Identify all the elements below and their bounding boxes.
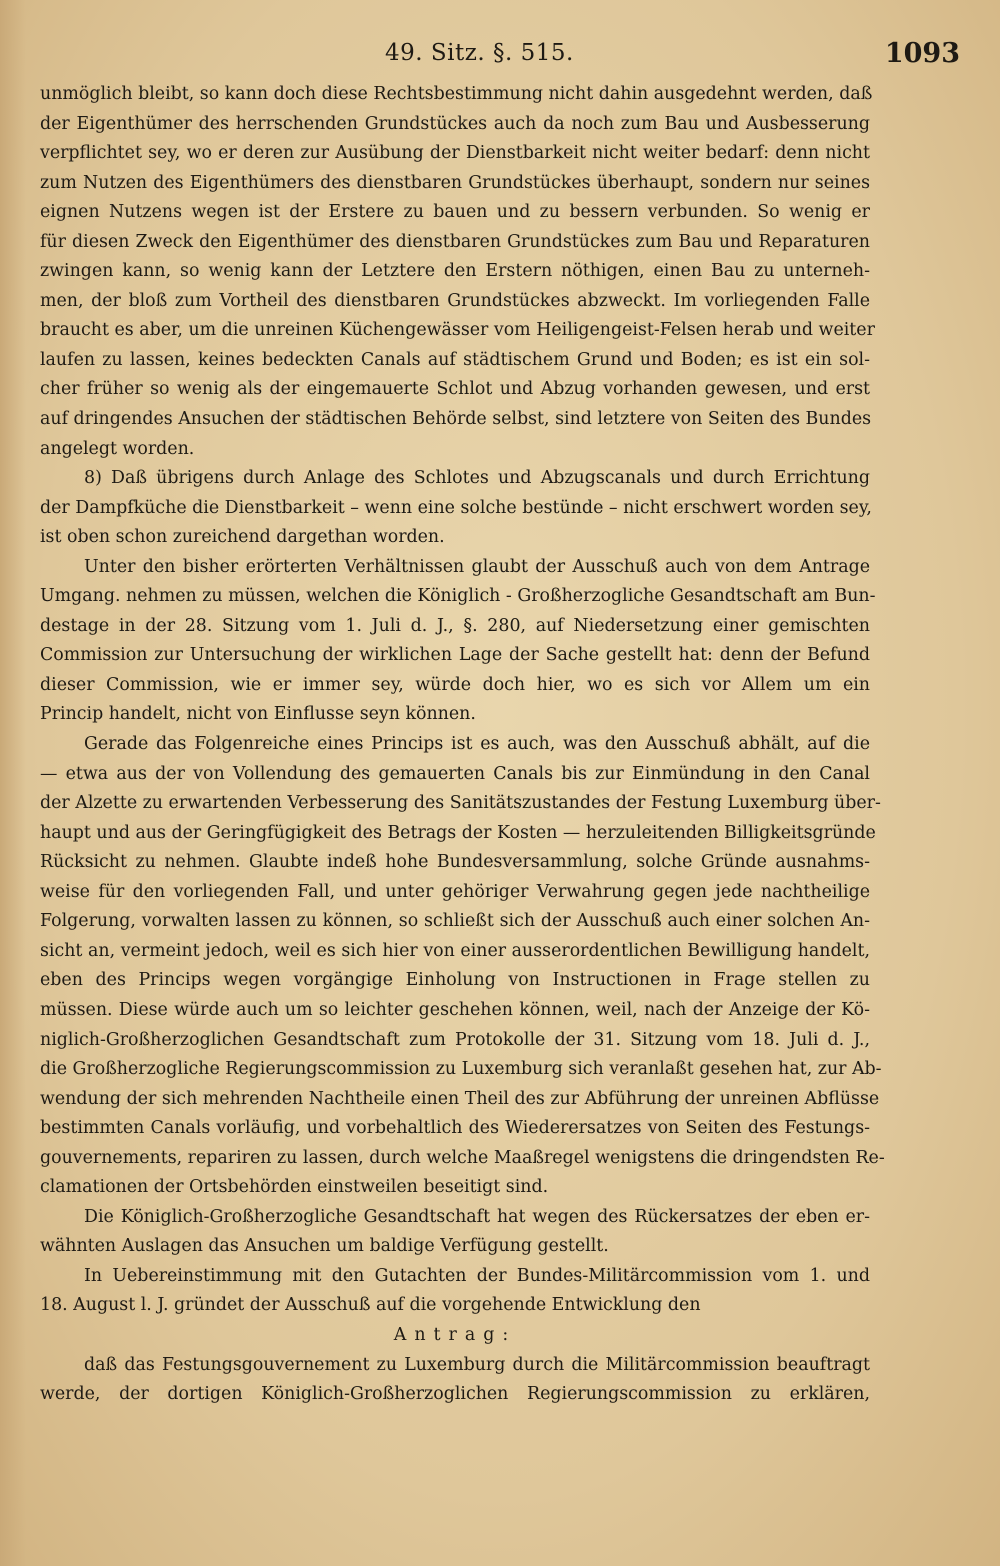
text-line: laufen zu lassen, keines bedeckten Canals auf städtischem Grund und Boden; es ist ein sol- xyxy=(40,349,870,370)
text-line: für diesen Zweck den Eigenthümer des dienstbaren Grundstückes zum Bau und Reparaturen xyxy=(40,231,870,252)
text-line: gouvernements, repariren zu lassen, durch welche Maaßregel wenigstens die dringendsten Re- xyxy=(40,1147,885,1168)
body-text xyxy=(40,80,885,1410)
text-line: men, der bloß zum Vortheil des dienstbaren Grundstückes abzweckt. Im vorliegenden Falle xyxy=(40,290,870,311)
text-line: In Uebereinstimmung mit den Gutachten der Bundes-Militärcommission vom 1. und xyxy=(84,1265,870,1286)
text-line: Umgang. nehmen zu müssen, welchen die Königlich - Großherzogliche Gesandtschaft am Bun- xyxy=(40,586,876,607)
text-line: dieser Commission, wie er immer sey, würde doch hier, wo es sich vor Allem um ein xyxy=(40,674,870,695)
text-line: verpflichtet sey, wo er deren zur Ausübung der Dienstbarkeit nicht weiter bedarf: denn nicht xyxy=(40,143,870,164)
text-line: 8) Daß übrigens durch Anlage des Schlotes und Abzugscanals und durch Errichtung xyxy=(84,468,870,489)
text-line: ist oben schon zureichend dargethan worden. xyxy=(40,527,445,548)
text-line: cher früher so wenig als der eingemauerte Schlot und Abzug vorhanden gewesen, und erst xyxy=(40,379,870,400)
text-line: weise für den vorliegenden Fall, und unter gehöriger Verwahrung gegen jede nachtheilige xyxy=(40,881,870,902)
text-line: angelegt worden. xyxy=(40,438,195,459)
text-line: auf dringendes Ansuchen der städtischen Behörde selbst, sind letztere von Seiten des Bundes xyxy=(40,409,872,430)
text-line: zwingen kann, so wenig kann der Letztere den Erstern nöthigen, einen Bau zu unterneh- xyxy=(40,261,870,282)
text-line: wähnten Auslagen das Ansuchen um baldige Verfügung gestellt. xyxy=(40,1236,609,1257)
text-line: 18. August l. J. gründet der Ausschuß auf die vorgehende Entwicklung den xyxy=(40,1295,701,1316)
text-line: zum Nutzen des Eigenthümers des dienstbaren Grundstückes überhaupt, sondern nur seines xyxy=(40,172,870,193)
text-line: Commission zur Untersuchung der wirklichen Lage der Sache gestellt hat: denn der Befund xyxy=(40,645,870,666)
text-line: Unter den bisher erörterten Verhältnissen glaubt der Ausschuß auch von dem Antrage xyxy=(84,556,870,577)
text-line: Princip handelt, nicht von Einflusse seyn können. xyxy=(40,704,476,725)
text-line: die Großherzogliche Regierungscommission zu Luxemburg sich veranlaßt gesehen hat, zur Ab- xyxy=(40,1059,882,1080)
text-line: werde, der dortigen Königlich-Großherzoglichen Regierungscommission zu erklären, xyxy=(40,1384,870,1405)
text-line: eben des Princips wegen vorgängige Einholung von Instructionen in Frage stellen zu xyxy=(40,970,870,991)
text-line: destage in der 28. Sitzung vom 1. Juli d. J., §. 280, auf Niedersetzung einer gemischten xyxy=(40,615,870,636)
text-line: der Eigenthümer des herrschenden Grundstückes auch da noch zum Bau und Ausbesserung xyxy=(40,113,870,134)
text-line: Rücksicht zu nehmen. Glaubte indeß hohe Bundesversammlung, solche Gründe ausnahms- xyxy=(40,852,870,873)
text-line: niglich-Großherzoglichen Gesandtschaft zum Protokolle der 31. Sitzung vom 18. Juli d. J., xyxy=(40,1029,870,1050)
text-line: Gerade das Folgenreiche eines Princips ist es auch, was den Ausschuß abhält, auf die xyxy=(84,734,870,755)
text-line: sicht an, vermeint jedoch, weil es sich hier von einer ausserordentlichen Bewilligung handelt, xyxy=(40,940,870,961)
text-line: braucht es aber, um die unreinen Küchengewässer vom Heiligengeist-Felsen herab und weiter xyxy=(40,320,875,341)
page-header xyxy=(40,38,960,78)
running-head: 49. Sitz. §. 515. xyxy=(385,40,574,66)
text-line: haupt und aus der Geringfügigkeit des Betrags der Kosten — herzuleitenden Billigkeitsgründe xyxy=(40,822,876,843)
text-line: müssen. Diese würde auch um so leichter geschehen können, weil, nach der Anzeige der Kö- xyxy=(40,999,870,1020)
text-line: Die Königlich-Großherzogliche Gesandtschaft hat wegen des Rückersatzes der eben er- xyxy=(84,1206,870,1227)
text-line: Folgerung, vorwalten lassen zu können, so schließt sich der Ausschuß auch einer solchen An- xyxy=(40,911,870,932)
text-line: clamationen der Ortsbehörden einstweilen beseitigt sind. xyxy=(40,1177,549,1198)
text-line: bestimmten Canals vorläufig, und vorbehaltlich des Wiederersatzes von Seiten des Festungs- xyxy=(40,1118,870,1139)
page-number: 1093 xyxy=(884,38,960,69)
text-line: unmöglich bleibt, so kann doch diese Rechtsbestimmung nicht dahin ausgedehnt werden, daß xyxy=(40,84,873,104)
text-line: eignen Nutzens wegen ist der Erstere zu bauen und zu bessern verbunden. So wenig er xyxy=(40,202,870,223)
text-line: wendung der sich mehrenden Nachtheile einen Theil des zur Abführung der unreinen Abflüsse xyxy=(40,1088,880,1109)
page-edge-shadow xyxy=(0,0,26,1566)
text-line: der Alzette zu erwartenden Verbesserung des Sanitätszustandes der Festung Luxemburg über- xyxy=(40,793,881,814)
text-line: — etwa aus der von Vollendung des gemauerten Canals bis zur Einmündung in den Canal xyxy=(40,763,870,784)
text-line: der Dampfküche die Dienstbarkeit – wenn eine solche bestünde – nicht erschwert worden sey, xyxy=(40,497,872,518)
text-line: daß das Festungsgouvernement zu Luxemburg durch die Militärcommission beauftragt xyxy=(84,1354,870,1375)
section-heading-antrag: Antrag: xyxy=(393,1324,517,1345)
